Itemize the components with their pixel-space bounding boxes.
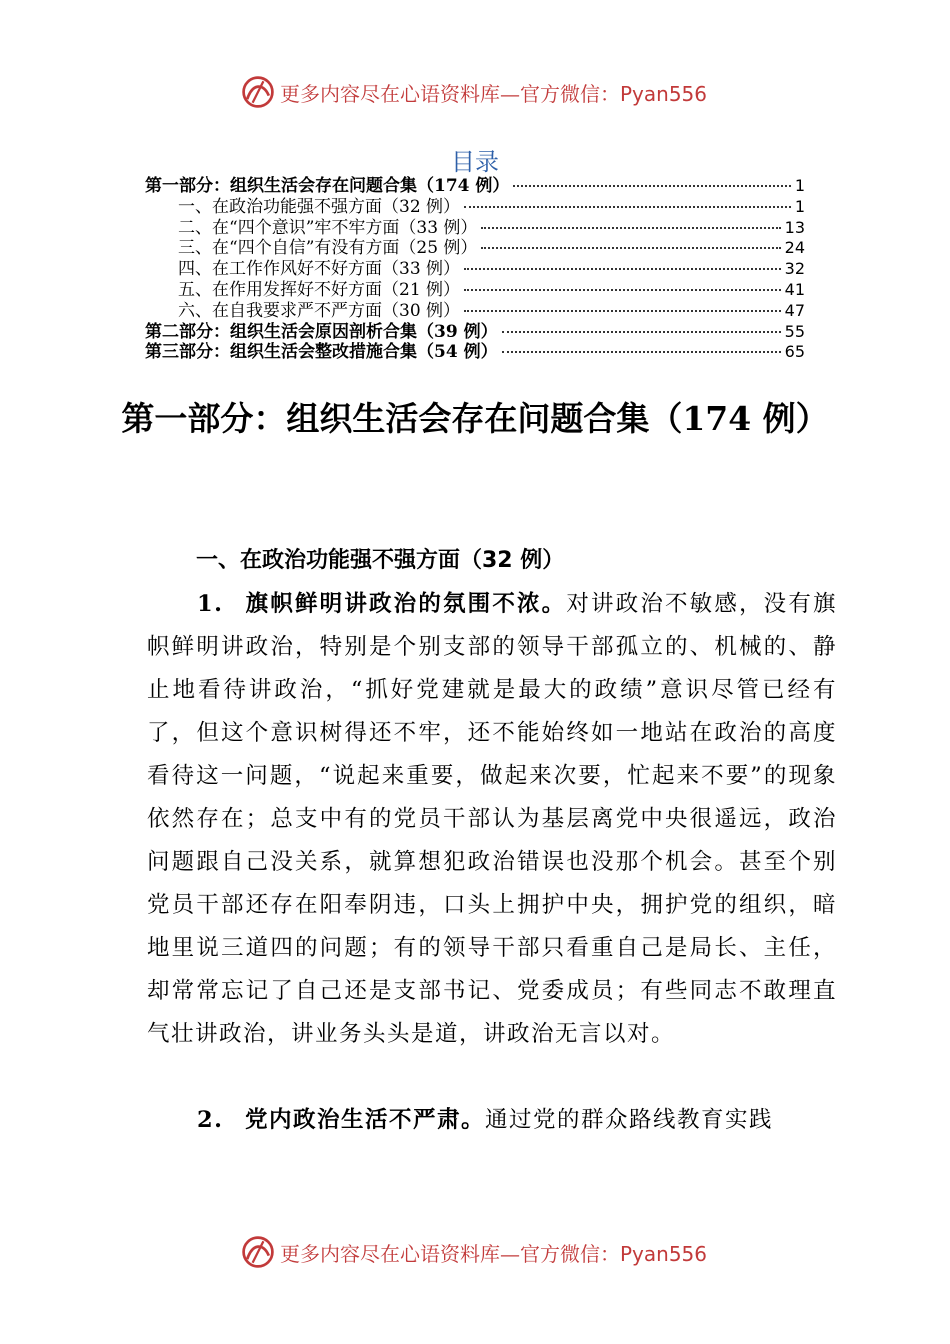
paragraph-item (147, 583, 837, 1056)
paragraph-item (147, 1099, 837, 1142)
item-lead: 党内政治生活不严肃。 (245, 1107, 486, 1133)
toc-entry[interactable]: 第二部分：组织生活会原因剖析合集（39 例） 55 (145, 321, 805, 342)
toc-entry[interactable]: 一、在政治功能强不强方面（32 例） 1 (178, 196, 805, 217)
toc-entry[interactable]: 四、在工作作风好不好方面（33 例） 32 (178, 259, 805, 280)
watermark-text: 更多内容尽在心语资料库—官方微信：Pyan556 (280, 1241, 708, 1266)
toc-entry[interactable]: 三、在“四个自信”有没有方面（25 例） 24 (178, 238, 805, 259)
item-text: 对讲政治不敏感，没有旗帜鲜明讲政治，特别是个别支部的领导干部孤立的、机械的、静止地看待讲政治，“抓好党建就是最大的政绩”意识尽管已经有了，但这个意识树得还不牢，还不能始终如一地站在政治的高度看待这一问题，“说起来重要，做起来次要，忙起来不要”的现象依然存在；总支中有的党员干部认为基层离党中央很遥远，政治问题跟自己没关系，就算想犯政治错误也没那个机会。甚至个别党员干部还存在阳奉阴违，口头上拥护中央，拥护党的组织，暗地里说三道四的问题；有的领导干部只看重自己是局长、主任，却常常忘记了自己还是支部书记、党委成员；有些同志不敢理直气壮讲政治，讲业务头头是道，讲政治无言以对。 (147, 591, 837, 1047)
logo-icon (240, 74, 276, 110)
item-lead: 旗帜鲜明讲政治的氛围不浓。 (245, 591, 567, 617)
toc-title: 目录 (451, 148, 499, 176)
toc-entry[interactable]: 第一部分：组织生活会存在问题合集（174 例） 1 (145, 176, 805, 196)
toc-entry[interactable]: 六、在自我要求严不严方面（30 例） 47 (178, 300, 805, 321)
item-number: 1. (197, 591, 224, 617)
watermark-banner-top (240, 72, 760, 112)
toc-entry[interactable]: 二、在“四个意识”牢不牢方面（33 例） 13 (178, 217, 805, 238)
part-heading: 第一部分：组织生活会存在问题合集（174 例） (121, 399, 829, 438)
item-text: 通过党的群众路线教育实践 (485, 1107, 774, 1133)
watermark-banner-bottom (240, 1232, 760, 1272)
toc-entry[interactable]: 五、在作用发挥好不好方面（21 例） 41 (178, 279, 805, 300)
item-number: 2. (197, 1107, 224, 1133)
section-heading: 一、在政治功能强不强方面（32 例） (196, 548, 565, 573)
toc-entry[interactable]: 第三部分：组织生活会整改措施合集（54 例） 65 (145, 342, 805, 363)
watermark-text: 更多内容尽在心语资料库—官方微信：Pyan556 (280, 81, 708, 106)
table-of-contents (145, 176, 805, 363)
logo-icon (240, 1234, 276, 1270)
